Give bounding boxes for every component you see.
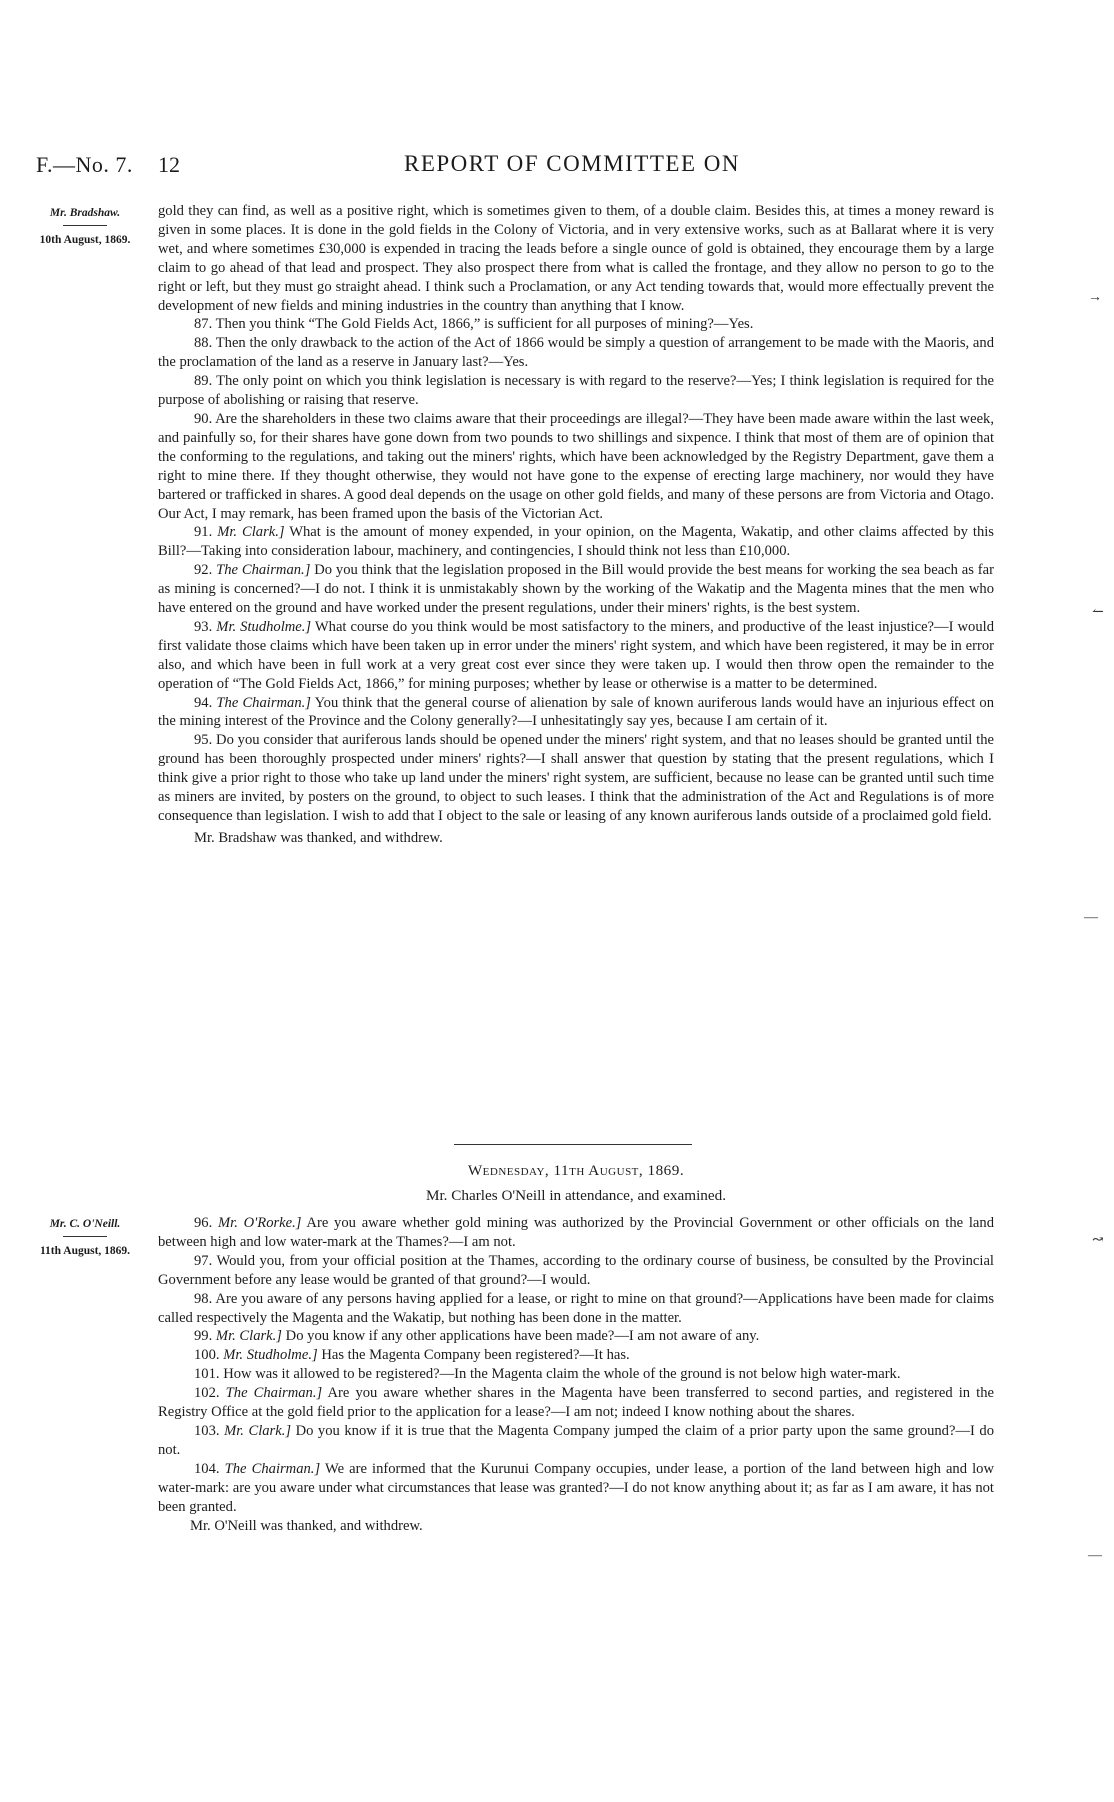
question-88: 88. Then the only drawback to the action of the Act of 1866 would be simply a question of arrangement to be made with the Maoris, and the proclamation of the land as a reserve in January last?—Yes. — [158, 335, 994, 371]
question-number: 93. — [194, 618, 213, 635]
margin-note-rule — [63, 225, 107, 226]
margin-mark: ↝ — [1092, 1233, 1104, 1248]
margin-note-name: Mr. Bradshaw. — [49, 207, 121, 219]
question-100 — [158, 1346, 994, 1365]
question-103 — [158, 1422, 994, 1460]
margin-note-rule — [63, 1236, 107, 1237]
section-divider — [454, 1144, 692, 1145]
margin-note-witness-1 — [26, 206, 144, 247]
speaker: The Chairman.] — [216, 562, 311, 579]
question-104 — [158, 1460, 994, 1517]
evidence-section-oneill — [158, 1214, 994, 1535]
question-text: Do you know if any other applications have been made?—I am not aware of any. — [285, 1328, 760, 1345]
question-text: You think that the general course of alienation by sale of known auriferous lands would have an injurious effect on the mining interest of the Province and the Colony generally?—I unhesitatingly say yes, because I am certain of it. — [158, 694, 995, 730]
question-number: 104. — [194, 1460, 220, 1477]
question-92 — [158, 561, 994, 618]
speaker: Mr. O'Rorke.] — [218, 1215, 302, 1231]
question-102 — [158, 1384, 994, 1422]
margin-mark: ↼ — [1092, 605, 1104, 620]
speaker: Mr. Studholme.] — [223, 1347, 318, 1364]
evidence-section-bradshaw — [158, 202, 994, 848]
question-number: 94. — [194, 694, 213, 711]
question-90: 90. Are the shareholders in these two claims aware that their proceedings are illegal?—They have been made aware within the last week, and painfully so, for their shares have gone down from two pounds to two shillings and sixpence. I think that most of them are of opinion that the conforming to the regulations, and taking out the miners' rights, which have been acknowledged by the Registry Department, gave them a right to mine there. If they thought otherwise, they would not have gone to the expense of erecting large machinery, nor would they have bartered or trafficked in shares. A good deal depends on the usage on other gold fields, and many of these persons are from Victoria and Otago. Our Act, I may remark, has been framed upon the basis of the Victorian Act. — [158, 410, 994, 522]
question-text: Has the Magenta Company been registered?—It has. — [321, 1347, 630, 1364]
speaker: The Chairman.] — [225, 1385, 323, 1402]
question-93 — [158, 618, 994, 694]
speaker: The Chairman.] — [216, 694, 311, 711]
question-number: 92. — [194, 562, 213, 579]
question-text: We are informed that the Kurunui Company occupies, under lease, a portion of the land between high and low water-mark: are you aware under what circumstances that lease was granted?—I do not know anything about it; as far as I am aware, it has not been granted. — [158, 1460, 995, 1515]
question-number: 91. — [194, 524, 213, 541]
question-number: 99. — [194, 1328, 213, 1345]
question-87: 87. Then you think “The Gold Fields Act, 1866,” is sufficient for all purposes of mining?—Yes. — [194, 316, 754, 333]
paragraph: gold they can find, as well as a positive right, which is sometimes given to them, of a double claim. Besides this, at times a money reward is given in some places. It is done in the gold fields in the Colony of Victoria, and in very extensive works, such as at Ballarat where it is very wet, and where sometimes £30,000 is expended in tracing the leads before a single ounce of gold is obtained, they encourage them by a large claim to go ahead of that lead and prospect. They also prospect there from what is called the frontage, and they allow no person to go to the right or left, but they must go straight ahead. I think such a Proclamation, or any Act tending towards that, would more effectually prevent the development of new fields and mining industries in the country than anything that I know. — [158, 203, 994, 314]
margin-mark: → — [1088, 290, 1102, 305]
page-number: 12 — [158, 152, 180, 177]
question-95: 95. Do you consider that auriferous lands should be opened under the miners' right system, and that no leases should be granted until the ground has been thoroughly prospected under miners' rights?—I shall answer that question by stating that the present regulations, which I think give a prior right to those who take up land under the miners' right system, are sufficient, because no lease can be granted until such time as miners are invited, by posters on the ground, to object to such leases. I think that the administration of the Act and Regulations is of more consequence than legislation. I wish to add that I object to the sale or leasing of any known auriferous lands outside of a proclaimed gold field. — [158, 732, 994, 824]
paper-reference: F.—No. 7. — [36, 152, 133, 177]
question-94 — [158, 694, 994, 732]
question-text: What is the amount of money expended, in your opinion, on the Magenta, Wakatip, and other claims affected by this Bill?—Taking into consideration labour, machinery, and contingencies, I should think not less than £10,000. — [158, 524, 994, 560]
closing-note: Mr. Bradshaw was thanked, and withdrew. — [194, 829, 443, 846]
question-99 — [158, 1327, 994, 1346]
margin-mark: — — [1088, 1548, 1102, 1563]
speaker: Mr. Clark.] — [215, 1328, 282, 1345]
question-number: 103. — [194, 1422, 220, 1439]
margin-note-witness-2 — [26, 1217, 144, 1258]
question-text: What course do you think would be most satisfactory to the miners, and productive of the least injustice?—I would first validate those claims which have been taken up in error under the miners' right system, and which have been registered, it may be in error also, and which have been in full work at a very great cost ever since they were taken up. I would then throw open the remainder to the operation of “The Gold Fields Act, 1866,” for mining purposes; whether by lease or otherwise is a matter to be determined. — [158, 618, 994, 692]
question-96 — [158, 1214, 994, 1252]
question-text: Are you aware whether gold mining was authorized by the Provincial Government or other officials on the land between high and low water-mark at the Thames?—I am not. — [158, 1215, 994, 1250]
session-date: Wednesday, 11th August, 1869. — [467, 1162, 685, 1179]
attendance-line: Mr. Charles O'Neill in attendance, and examined. — [425, 1187, 727, 1204]
question-text: Are you aware whether shares in the Magenta have been transferred to second parties, and registered in the Registry Office at the gold field prior to the application for a lease?—I am not; indeed I know nothing about the shares. — [158, 1385, 994, 1421]
question-text: Do you know if it is true that the Magenta Company jumped the claim of a prior party upon the same ground?—I do not. — [158, 1422, 995, 1458]
margin-mark: — — [1084, 910, 1098, 925]
speaker: The Chairman.] — [224, 1460, 321, 1477]
closing-note: Mr. O'Neill was thanked, and withdrew. — [190, 1517, 423, 1534]
page-title: REPORT OF COMMITTEE ON — [404, 151, 740, 176]
question-number: 102. — [194, 1385, 220, 1402]
speaker: Mr. Studholme.] — [216, 618, 312, 635]
question-89: 89. The only point on which you think legislation is necessary is with regard to the reserve?—Yes; I think legislation is required for the purpose of abolishing or raising that reserve. — [158, 373, 994, 409]
question-number: 96. — [194, 1215, 213, 1231]
margin-note-name: Mr. C. O'Neill. — [49, 1218, 121, 1230]
question-97: 97. Would you, from your official position at the Thames, according to the ordinary course of business, be consulted by the Provincial Government before any lease would be granted of that ground?—I would. — [158, 1252, 994, 1288]
question-text: Do you think that the legislation proposed in the Bill would provide the best means for working the sea beach as far as mining is concerned?—I do not. I think it is unmistakably shown by the working of the Wakatip and the Magenta mines that the men who have entered on the ground and have worked under the present regulations, under their miners' rights, is the best system. — [158, 562, 995, 617]
margin-note-date: 10th August, 1869. — [39, 234, 131, 246]
question-91 — [158, 523, 994, 561]
margin-note-date: 11th August, 1869. — [39, 1245, 131, 1257]
question-98: 98. Are you aware of any persons having applied for a lease, or right to mine on that ground?—Applications have been made for claims called respectively the Magenta and the Wakatip, but nothing has been done in the matter. — [158, 1290, 994, 1326]
question-number: 100. — [194, 1347, 220, 1364]
speaker: Mr. Clark.] — [224, 1422, 292, 1439]
speaker: Mr. Clark.] — [217, 524, 285, 541]
question-101: 101. How was it allowed to be registered?—In the Magenta claim the whole of the ground is not below high water-mark. — [194, 1366, 901, 1383]
